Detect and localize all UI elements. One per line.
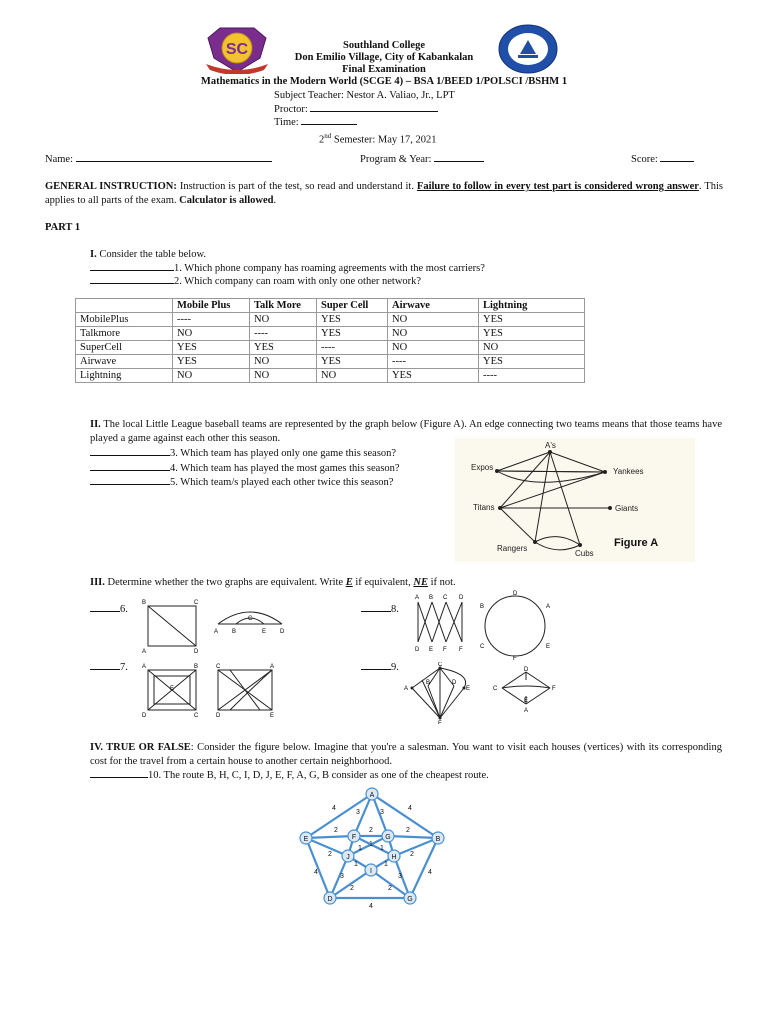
svg-text:E: E	[270, 713, 275, 718]
svg-text:E: E	[303, 836, 309, 843]
svg-text:2: 2	[328, 851, 332, 858]
question-9: 9.	[391, 662, 399, 673]
section-2-intro: II. The local Little League baseball teams are represented by the graph below (Figure A). An edge connecting two teams means that those teams have played a game against each other this season.	[90, 419, 722, 444]
svg-text:G: G	[385, 834, 391, 841]
svg-text:2: 2	[350, 885, 354, 892]
answer-blank-7[interactable]	[90, 669, 120, 670]
svg-text:H: H	[391, 854, 397, 861]
svg-text:D: D	[415, 647, 420, 653]
svg-text:D: D	[327, 896, 333, 903]
answer-blank-8[interactable]	[361, 611, 391, 612]
svg-text:F: F	[438, 721, 442, 724]
score-field[interactable]	[660, 161, 694, 162]
team-label: Giants	[615, 504, 639, 513]
svg-text:A: A	[142, 649, 147, 654]
svg-text:3: 3	[380, 809, 384, 816]
part-heading: PART 1	[45, 222, 81, 233]
svg-text:C: C	[216, 664, 221, 670]
section-1: I. Consider the table below. 1. Which phone company has roaming agreements with the most carriers? 2. Which company can roam with only one other network?	[90, 249, 485, 287]
time-field[interactable]	[301, 124, 357, 125]
question-1: 1. Which phone company has roaming agreements with the most carriers?	[174, 262, 485, 274]
table-row: Airwave YES NO YES ---- YES	[76, 355, 585, 369]
svg-text:E: E	[466, 686, 471, 692]
figure-a-label: Figure A	[614, 537, 659, 549]
table-row: SuperCell YES YES ---- NO NO	[76, 341, 585, 355]
svg-text:B: B	[232, 629, 237, 635]
name-label: Name:	[45, 154, 73, 165]
svg-text:A: A	[214, 629, 219, 635]
general-instruction: GENERAL INSTRUCTION: Instruction is part of the test, so read and understand it. Failure to follow in every test part is considered wrong answer. This applies to all parts of the exam. Calculator is allowed.	[45, 181, 723, 206]
svg-text:C: C	[480, 644, 485, 650]
svg-text:C: C	[194, 713, 199, 718]
answer-blank-3[interactable]	[90, 455, 170, 456]
svg-text:B: B	[429, 595, 434, 601]
team-label: Titans	[473, 503, 495, 512]
svg-text:A: A	[404, 686, 409, 692]
svg-text:D: D	[452, 680, 457, 686]
svg-text:D: D	[524, 667, 529, 673]
time-label: Time:	[274, 117, 299, 128]
svg-text:E: E	[524, 698, 529, 704]
question-5: 5. Which team/s played each other twice this season?	[170, 477, 394, 488]
question-10: 10. The route B, H, C, I, D, J, E, F, A, G, B consider as one of the cheapest route.	[148, 770, 489, 781]
svg-text:D: D	[216, 713, 221, 718]
college-name: Southland College	[343, 40, 425, 51]
name-field[interactable]	[76, 161, 272, 162]
svg-text:A: A	[524, 708, 529, 714]
svg-text:A: A	[415, 595, 420, 601]
team-label: Expos	[471, 463, 494, 472]
svg-text:F: F	[459, 647, 463, 653]
question-10-row	[90, 770, 489, 781]
svg-text:E: E	[429, 647, 434, 653]
svg-text:1: 1	[369, 841, 373, 848]
answer-blank-4[interactable]	[90, 470, 170, 471]
exam-title: Final Examination	[342, 64, 426, 75]
svg-text:2: 2	[334, 827, 338, 834]
svg-text:B: B	[435, 836, 441, 843]
svg-text:4: 4	[332, 805, 336, 812]
college-address: Don Emilio Village, City of Kabankalan	[294, 52, 474, 63]
team-label: Cubs	[575, 549, 594, 558]
question-7: 7.	[120, 662, 128, 673]
subject-teacher: Subject Teacher: Nestor A. Valiao, Jr., LPT	[274, 90, 455, 101]
svg-text:E: E	[546, 644, 551, 650]
roaming-table: Mobile Plus Talk More Super Cell Airwave Lightning MobilePlus ---- NO YES NO YES Talkmore NO ---- YES NO YES SuperCell YES YES ---- NO NO Airwave YES NO YES ---- YES Lightning NO NO NO YES ----	[75, 298, 585, 383]
svg-text:1: 1	[358, 845, 362, 852]
answer-blank-9[interactable]	[361, 669, 391, 670]
score-label: Score:	[631, 154, 658, 165]
name-row	[45, 154, 272, 165]
answer-blank-10[interactable]	[90, 777, 148, 778]
svg-text:SC: SC	[225, 41, 249, 58]
answer-blank-2[interactable]	[90, 283, 174, 284]
svg-text:B: B	[480, 604, 485, 610]
program-field[interactable]	[434, 161, 484, 162]
svg-text:B: B	[142, 600, 147, 606]
svg-text:C: C	[194, 600, 199, 606]
question-3: 3. Which team has played only one game this season?	[170, 448, 397, 459]
svg-text:1: 1	[354, 861, 358, 868]
question-2: 2. Which company can roam with only one other network?	[174, 276, 422, 287]
svg-text:F: F	[513, 656, 517, 660]
svg-text:F: F	[552, 686, 556, 692]
graph-pair-8	[410, 590, 560, 660]
section-4-intro: IV. TRUE OR FALSE: Consider the figure below. Imagine that you're a salesman. You want to visit each houses (vertices) with its corresponding cost for the travel from a certain house to another certain neighborhood.	[90, 742, 722, 767]
graph-pair-9	[402, 662, 572, 724]
section-2-questions	[90, 447, 400, 491]
section-3-intro: III. Determine whether the two graphs are equivalent. Write E if equivalent, NE if not.	[90, 577, 456, 588]
svg-text:A: A	[369, 792, 375, 799]
svg-text:3: 3	[356, 809, 360, 816]
question-4: 4. Which team has played the most games this season?	[170, 462, 400, 474]
figure-a-graph	[455, 438, 695, 562]
svg-text:C: C	[493, 686, 498, 692]
svg-text:E: E	[262, 629, 267, 635]
svg-text:A: A	[270, 664, 275, 670]
svg-text:D: D	[194, 649, 199, 654]
question-6: 6.	[120, 604, 128, 615]
svg-text:D: D	[142, 713, 147, 718]
svg-text:G: G	[407, 896, 413, 903]
svg-text:D: D	[280, 629, 285, 635]
svg-text:F: F	[443, 647, 447, 653]
team-label: Yankees	[613, 467, 644, 476]
course-title: Mathematics in the Modern World (SCGE 4) – BSA 1/BEED 1/POLSCI /BSHM 1	[200, 76, 568, 87]
svg-text:D: D	[459, 595, 464, 601]
svg-text:C: C	[443, 595, 448, 601]
table-row: Talkmore NO ---- YES NO YES	[76, 327, 585, 341]
svg-text:F: F	[351, 834, 357, 841]
svg-text:C: C	[248, 616, 253, 622]
table-row: MobilePlus ---- NO YES NO YES	[76, 313, 585, 327]
proctor-field[interactable]	[310, 111, 438, 112]
svg-text:4: 4	[314, 869, 318, 876]
svg-text:A: A	[546, 604, 551, 610]
svg-text:4: 4	[428, 869, 432, 876]
program-label: Program & Year:	[360, 154, 432, 165]
graph-pair-6	[140, 598, 300, 654]
svg-text:D: D	[513, 591, 518, 597]
svg-text:4: 4	[408, 805, 412, 812]
svg-text:2: 2	[410, 851, 414, 858]
svg-text:B: B	[426, 680, 431, 686]
svg-text:1: 1	[384, 861, 388, 868]
svg-text:J: J	[346, 854, 350, 861]
team-label: A's	[545, 441, 556, 450]
table-row: Lightning NO NO NO YES ----	[76, 369, 585, 383]
proctor-label: Proctor:	[274, 103, 308, 115]
svg-text:3: 3	[398, 873, 402, 880]
question-8: 8.	[391, 604, 399, 615]
svg-text:I: I	[370, 868, 372, 875]
answer-blank-5[interactable]	[90, 484, 170, 485]
svg-text:E: E	[170, 686, 175, 692]
graph-pair-7	[140, 662, 300, 718]
svg-text:4: 4	[369, 903, 373, 910]
svg-text:A: A	[142, 664, 147, 670]
answer-blank-1[interactable]	[90, 270, 174, 271]
salesman-graph	[296, 786, 456, 910]
svg-text:2: 2	[369, 827, 373, 834]
svg-text:1: 1	[380, 845, 384, 852]
svg-text:2: 2	[388, 885, 392, 892]
svg-text:3: 3	[340, 873, 344, 880]
team-label: Rangers	[497, 544, 528, 553]
answer-blank-6[interactable]	[90, 611, 120, 612]
semester: 2nd Semester: May 17, 2021	[319, 131, 437, 145]
svg-text:B: B	[194, 664, 199, 670]
svg-text:C: C	[438, 662, 443, 668]
svg-text:2: 2	[406, 827, 410, 834]
